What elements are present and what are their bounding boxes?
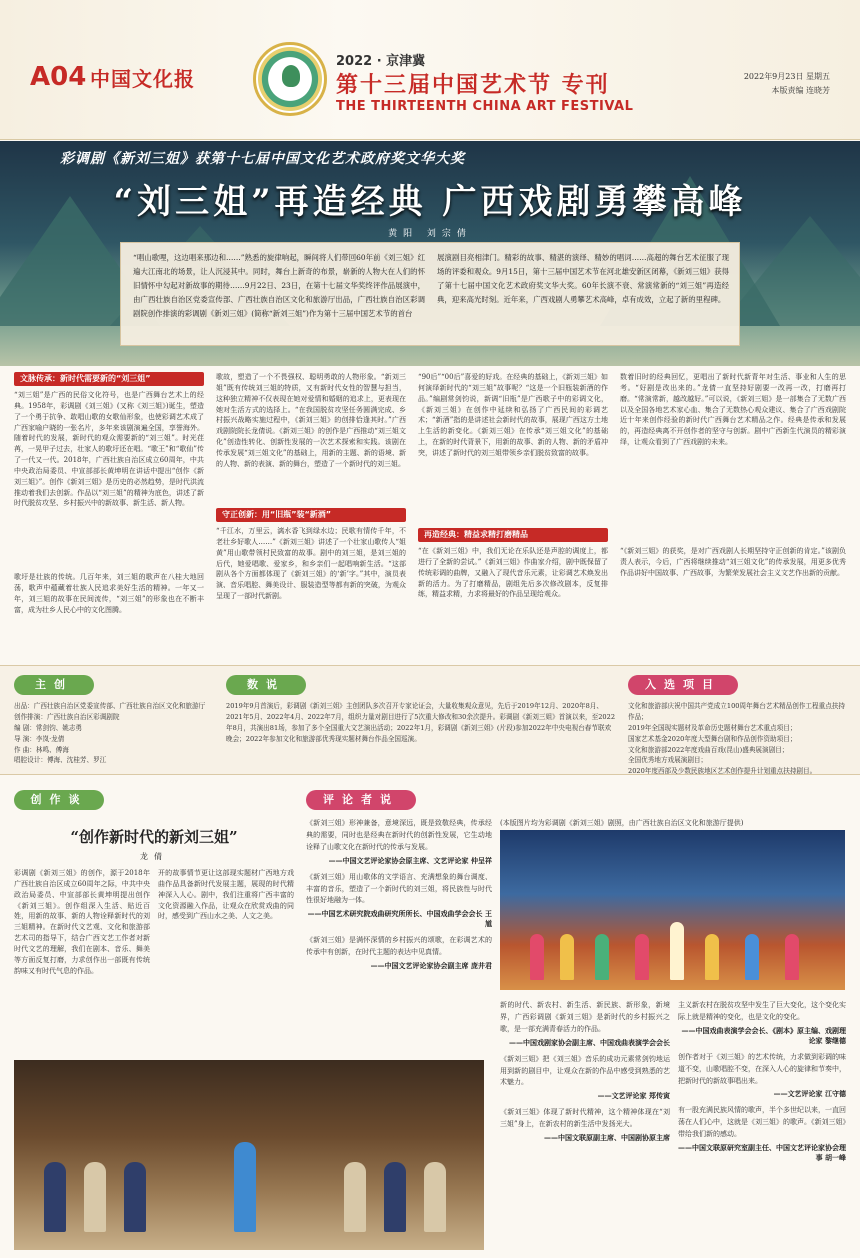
section-1-text: “刘三姐”是广西的民俗文化符号，也是广西舞台艺术上的经典。1958年，彩调剧《刘三姐》(又称《刘三姐》)诞生，塑造了一个勇于抗争、敢唱山歌的女歌仙形象，也使彩调艺术成了广西家喻户晓的一张名片，多年来该剧演遍全国，享誉海外。随着时代的发展，新时代的观众需要新的“刘三姐”。时光荏苒，一晃甲子过去，壮家人的歌圩还在唱。“歌王”和“歌仙”传了一代又一代。2018年，广西壮族自治区成立60周年，中共中央政治局委员、中宣部部长黄坤明在讲话中提出“创作《新刘三姐》”。创作《新刘三姐》是历史的必然趋势，是时代洪流推动着我们去创新。作品以“刘三姐”的精神为底色，讲述了新时代脱贫攻坚、乡村振兴中的新故事、新生活、新人物。 (14, 391, 204, 508)
comment-text: 《新刘三姐》把《刘三姐》音乐的成功元素常剑钧地运用到新的剧目中，让观众在新的作品中感受到熟悉的艺术魅力。 (500, 1054, 670, 1087)
section-2-text-b: “千江水，万里云，漓水香飞到绿水边；民歌有情传千年，不老壮乡好歌人……”《新刘三姐》讲述了一个壮家山歌传人“姐黄”用山歌带领村民致富的故事。剧中的刘三姐，是刘三姐的后代，她爱唱歌、爱家乡，和乡亲们一起唱响新生活。“这部剧从各个方面都体现了《新刘三姐》的‘新’字。”其中，演员表演、音乐唱腔、舞美设计、服装造型等都有新的突破，为观众呈现了一部时代新剧。 (216, 527, 406, 601)
data-text: 2019年9月首演后，彩调剧《新刘三姐》主创团队多次召开专家论证会，大量收集观众意见，先后于2019年12月、2020年8月、2021年5月、2022年4月、2022年7月，组织力量对剧目进行了5次重大修改和30余次提升。彩调剧《新刘三姐》首演以来，至2022年8月，共演出81场，参加了多个全国重大文艺演出活动；2022年1月，彩调剧《新刘三姐》(片段)参加2022年中央电视台春节联欢晚会；2022年参加文化和旅游部优秀现实题材舞台作品全国巡演。 (226, 702, 616, 743)
project-line: 国家艺术基金2020年度大型舞台剧和作品创作资助项目； (628, 734, 797, 743)
issue-date: 2022年9月23日 星期五 (743, 72, 830, 81)
section-2-text: 歌故，塑造了一个不畏强权、聪明勇敢的人物形象。“新刘三姐”既有传统刘三姐的特质，又有新时代女性的智慧与担当，这种独立精神不仅表现在她对爱情和婚姻的追求上，更表现在她对生活方式的选择上。“在我国脱贫攻坚任务圆满完成、乡村振兴战略实施过程中，《新刘三姐》的创排恰逢其时。”广西戏剧院院长龙倩说。《新刘三姐》的创作是广西推动“刘三姐文化”创造性转化、创新性发展的一次艺术探索和实践。该剧在传承发展“刘三姐文化”的基础上，用新的主题、新的语境、新的人物、新的表演、新的舞台，塑造了一个新时代的刘三姐。 (216, 373, 406, 468)
festival-logo-icon (253, 42, 327, 116)
comment-text: 有一股充满民族风情的歌声，半个多世纪以来，一直回荡在人们心中，这就是《刘三姐》的歌声。《新刘三姐》带给我们新的感动。 (678, 1106, 846, 1139)
section-title-3: 再造经典：精益求精打磨精品 (418, 528, 608, 542)
comment-text: 《新刘三姐》形神兼备，意境深远，既是致敬经典，传承经典的需要，同时也是经典在新时代的创新性发展，它生动地诠释了山歌文化在新时代的传承与发展。 (306, 819, 492, 851)
section-1-text-b: 歌圩是壮族的传统。几百年来，刘三姐的歌声在八桂大地回荡，歌声中蕴藏着壮族人民追求美好生活的精神。一年又一年，刘三姐的故事在民间流传，“刘三姐”的形象也在不断丰富，成为壮乡人民心中的文化图腾。 (14, 573, 204, 614)
performer-figure (530, 934, 544, 980)
selected-projects-box (628, 675, 846, 777)
creator-line: 导 演：李岚·龙倩 (14, 734, 65, 743)
projects-list (628, 701, 846, 777)
creators-box (14, 675, 214, 766)
festival-title: 第十三届中国艺术节 专刊 (336, 72, 610, 98)
project-line: 2019年全国现实题材及革命历史题材舞台艺术重点项目； (628, 723, 797, 732)
performer-figure (234, 1142, 256, 1232)
comments-left (306, 790, 492, 977)
hero-headline: “刘三姐”再造经典 广西戏剧勇攀高峰 (113, 182, 747, 222)
festival-title-en: THE THIRTEENTH CHINA ART FESTIVAL (336, 99, 634, 114)
newspaper-name: 中国文化报 (90, 67, 195, 91)
issue-date-block (744, 70, 830, 99)
page-number: A04 (30, 62, 87, 92)
section-title-2: 守正创新：用“旧瓶”装“新酒” (216, 508, 406, 522)
creator-line: 出品：广西壮族自治区党委宣传部、广西壮族自治区文化和旅游厅 (14, 702, 206, 710)
performer-figure (124, 1162, 146, 1232)
comment-source: ——中国戏曲表演学会会长、《剧本》原主编、戏剧理论家 黎继德 (681, 1025, 846, 1045)
talk-columns (14, 868, 294, 1038)
performer-figure (595, 934, 609, 980)
column-3 (418, 372, 608, 656)
comment-text: 《新刘三姐》用山歌体的文学语言、充满想象的舞台调度、丰富的音乐，塑造了一个新时代的刘三姐，将民族性与时代性很好地融为一体。 (306, 872, 492, 905)
creators-heading: 主创 (14, 675, 94, 695)
comment-source: ——文艺评论家 郑传寅 (597, 1091, 670, 1101)
comment-text: 《新刘三姐》是满怀深情的乡村振兴的颂歌，在彩调艺术的传承中有创新，在时代主题的表达中见真情。 (306, 936, 492, 957)
comment-source: ——中国文联原副主席、中国剧协原主席 (544, 1133, 670, 1143)
section-4-text: 数着旧时的经典回忆，更唱出了新时代新青年对生活、事业和人生的思考。“好剧是改出来的。”龙倩一直坚持好剧要一改再一改，打磨再打磨。“常演常新，越改越好。”可以说，《新刘三姐》是一部集合了无数广西以及全国各地艺术家心血、集合了无数热心观众建议、集合了广西戏剧院近十年来创作经验的新时代广西舞台艺术精品之作。经典是传承和发展的，再造经典离不开创作者的坚守与创新。剧中广西新生代演员的精彩演绎，让观众看到了广西戏剧的未来。 (620, 373, 846, 447)
column-2 (216, 372, 406, 656)
project-line: 文化和旅游部2022年度戏曲百戏(昆山)盛典展演剧目； (628, 745, 789, 754)
talk-title: “创作新时代的新刘三姐” (70, 828, 238, 846)
comment-source: ——中国文联原研究室副主任、中国文艺评论家协会理事 胡一峰 (678, 1143, 846, 1163)
data-heading: 数说 (226, 675, 306, 695)
comment-list (306, 818, 492, 971)
performer-figure (344, 1162, 366, 1232)
performer-figure (84, 1162, 106, 1232)
comment-source: ——中国文艺评论家协会原主席、文艺评论家 仲呈祥 (328, 855, 492, 865)
data-box (226, 675, 616, 771)
comments-right-col-2 (678, 1000, 846, 1169)
performer-figure (670, 922, 684, 980)
project-line: 2020年度西部及少数民族地区艺术创作提升计划重点扶持剧目。 (628, 767, 817, 776)
creator-line: 唱腔设计：傅海、沈桂芳、罗江 (14, 756, 107, 765)
talk-text-b: 开的故事情节更让这部现实题材广西地方戏曲作品具备新时代发展主题，展现的时代精神深入人心。剧中，我们注重将广西丰富的文化资源融入作品，让观众在欣赏戏曲的同时，感受到广西山水之美、人文之美。 (158, 869, 294, 921)
creator-line: 作 曲：林鸣、傅海 (14, 745, 69, 754)
performer-figure (560, 934, 574, 980)
section-title-1: 文脉传承：新时代需要新的“刘三姐” (14, 372, 204, 386)
comment-text: 主义新农村在脱贫攻坚中发生了巨大变化，这个变化实际上就是精神的变化，也是文化的变化。 (678, 1001, 846, 1021)
edition-line: 2022 · 京津冀 (336, 54, 426, 69)
project-line: 文化和旅游部庆祝中国共产党成立100周年舞台艺术精品创作工程重点扶持作品； (628, 702, 845, 721)
photo-caption: (本版图片均为彩调剧《新刘三姐》剧照，由广西壮族自治区文化和旅游厅提供) (500, 819, 744, 827)
section-3-text: “90后”“00后”喜爱的好戏。在经典的基础上，《新刘三姐》如何演绎新时代的“刘三姐”故事呢？“这是一个旧瓶装新酒的作品。”编剧常剑钧说，新调“旧瓶”是广西歌子中的彩调文化，《新刘三姐》在创作中延续和弘扬了广西民间的彩调艺术；“新酒”指的是讲述社会新时代的故事，展现广西这方土地上生活的新变化。《新刘三姐》在传承“刘三姐文化”的基础上，在新的时代背景下，用新的故事、新的人物、新的矛盾冲突，讲述了新时代的刘三姐带领乡亲们脱贫致富的故事。 (418, 373, 608, 457)
section-3-text-b: “在《新刘三姐》中，我们无论在乐队还是声腔的调度上，都进行了全新的尝试。”《新刘三姐》作曲家介绍，剧中既保留了传统彩调的曲牌，又融入了现代音乐元素，让彩调艺术焕发出新的活力。为了打磨精品，剧组先后多次修改剧本，反复排练，精益求精，力求将最好的作品呈现给观众。 (418, 547, 608, 599)
talk-text: 彩调剧《新刘三姐》的创作，源于2018年广西壮族自治区成立60周年之际，中共中央政治局委员、中宣部部长黄坤明提出创作《新刘三姐》。创作组深入生活、贴近百姓，用新的故事、新的人物诠释新时代的刘三姐精神。在新时代文艺观、文化和旅游部艺术司的指导下，结合广西文艺工作者对新时代文艺的理解，我们在剧本、音乐、舞美等方面反复打磨，力求创作出一部既有传统韵味又有时代气息的作品。 (14, 869, 150, 975)
performer-figure (424, 1162, 446, 1232)
creator-line: 创作排演：广西壮族自治区彩调剧院 (14, 712, 120, 721)
stage-photo-left (14, 1060, 484, 1250)
stage-photo-right (500, 830, 845, 990)
comment-text: 《新刘三姐》体现了新时代精神，这个精神体现在“刘三姐”身上，在新农村的新生活中发扬光大。 (500, 1108, 670, 1129)
comment-source: ——中国艺术研究院戏曲研究所所长、中国戏曲学会会长 王馗 (307, 909, 492, 929)
projects-heading: 入选项目 (628, 675, 738, 695)
talk-heading: 创作谈 (14, 790, 104, 810)
creator-line: 编 剧：常剑钧、姚志勇 (14, 723, 83, 732)
talk-author: 龙倩 (140, 852, 168, 861)
performer-figure (44, 1162, 66, 1232)
performer-figure (705, 934, 719, 980)
project-line: 全国优秀地方戏展演剧目； (628, 756, 708, 765)
performer-figure (745, 934, 759, 980)
page-editor: 本版责编 连晓芳 (771, 86, 830, 96)
comments-heading: 评论者说 (306, 790, 416, 810)
performer-figure (635, 934, 649, 980)
column-1 (14, 372, 204, 662)
lead-right: 展演剧目亮相津门。精彩的故事、精湛的演绎、精妙的唱词……高超的舞台艺术征服了现场的评委和观众。9月15日，第十三届中国艺术节在河北雄安新区闭幕，《新刘三姐》获得了第十七届中国文化艺术政府奖文华大奖。60年长演不衰、常演常新的“刘三姐”再造经典，迎来高光时刻。近年来，广西戏剧人勇攀艺术高峰，卓有成效，立起了新的里程碑。 (437, 253, 729, 305)
lead-left: “唱山歌哩，这边唱来那边和……”熟悉的旋律响起，瞬间将人们带回60年前《刘三姐》红遍大江南北的场景，让人沉浸其中。同时，舞台上新奇的布景，崭新的人物大在人们的怀旧情怀中勾起对新故事的期待……9月22日、23日，在第十七届文华奖终评作品展演中，由广西壮族自治区党委宣传部、广西壮族自治区文化和旅游厅出品，广西壮族自治区彩调剧院创作排演的彩调剧《新刘三姐》(简称“新刘三姐”)作为第十三届中国艺术节的首台 (133, 253, 425, 319)
performer-figure (384, 1162, 406, 1232)
creators-list (14, 701, 214, 766)
column-4 (620, 372, 846, 646)
performer-figure (785, 934, 799, 980)
lead-box (120, 242, 740, 346)
comments-right-col-1 (500, 1000, 670, 1149)
comment-source: ——中国戏剧家协会副主席、中国戏曲表演学会会长 (509, 1037, 670, 1047)
creation-talk (14, 790, 294, 1038)
comment-source: ——中国文艺评论家协会副主席 庞井君 (370, 961, 492, 971)
comment-source: ——文艺评论家 江守德 (773, 1089, 846, 1099)
hero-subtitle: 彩调剧《新刘三姐》获第十七届中国文化艺术政府奖文华大奖 (60, 151, 465, 167)
section-4-text-b: “《新刘三姐》的获奖，是对广西戏剧人长期坚持守正创新的肯定。”该剧负责人表示，今后，广西将继续推动“刘三姐文化”的传承发展，用更多优秀作品讲好中国故事、广西故事，为繁荣发展社会主义文艺作出新的贡献。 (620, 547, 846, 577)
hero-byline: 黄阳 刘宗倩 (388, 229, 472, 239)
comment-text: 创作者对于《刘三姐》的艺术传统，力求做到彩调的味道不变，山歌唱腔不变，在深入人心的旋律和节奏中，把新时代的新故事唱出来。 (678, 1052, 846, 1085)
comment-text: 新的时代、新农村、新生活、新民族、新形象，新境界，广西彩调剧《新刘三姐》是新时代的乡村振兴之歌，是一部充满青春活力的作品。 (500, 1001, 670, 1033)
